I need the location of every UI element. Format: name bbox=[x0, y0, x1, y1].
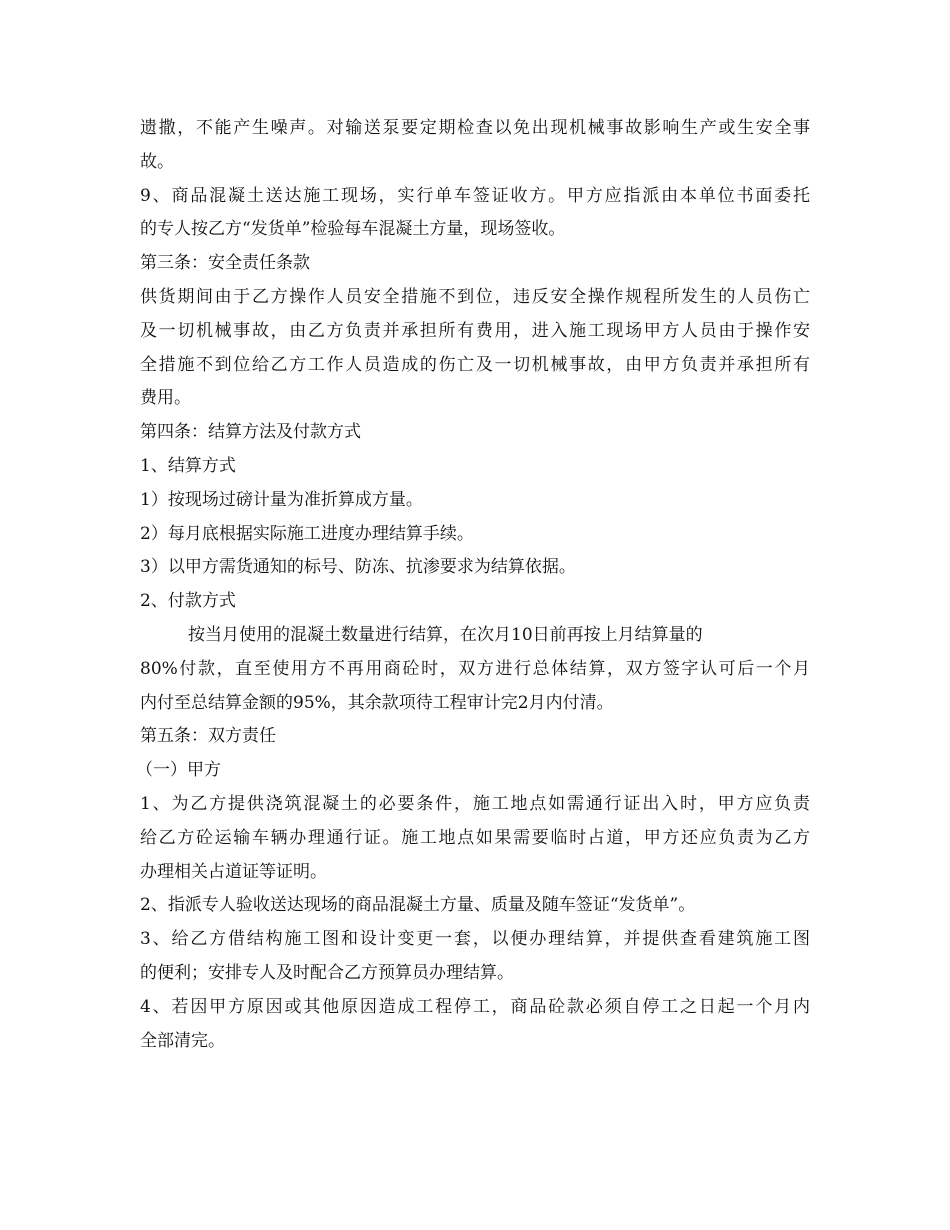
document-text-line: 3、给乙方借结构施工图和设计变更一套，以便办理结算，并提供查看建筑施工图 bbox=[140, 929, 810, 949]
document-text-line: 2、指派专人验收送达现场的商品混凝土方量、质量及随车签证“发货单”。 bbox=[140, 895, 696, 915]
document-text-line: 3）以甲方需货通知的标号、防冻、抗渗要求为结算依据。 bbox=[140, 557, 576, 577]
document-text-line: 故。 bbox=[140, 152, 174, 172]
document-text-line: 第三条：安全责任条款 bbox=[140, 253, 310, 273]
document-text-line: 第四条：结算方法及付款方式 bbox=[140, 422, 361, 442]
document-text-line: 全措施不到位给乙方工作人员造成的伤亡及一切机械事故，由甲方负责并承担所有 bbox=[140, 355, 810, 375]
document-text-line: 费用。 bbox=[140, 388, 191, 408]
document-text-line: 办理相关占道证等证明。 bbox=[140, 862, 327, 882]
document-text-line: 按当月使用的混凝土数量进行结算，在次月10日前再按上月结算量的 bbox=[188, 625, 703, 645]
document-text-line: 给乙方砼运输车辆办理通行证。施工地点如果需要临时占道，甲方还应负责为乙方 bbox=[140, 828, 810, 848]
document-text-line: 1、结算方式 bbox=[140, 456, 236, 476]
document-text-line: 内付至总结算金额的95%，其余款项待工程审计完2月内付清。 bbox=[140, 693, 614, 713]
document-text-line: 及一切机械事故，由乙方负责并承担所有费用，进入施工现场甲方人员由于操作安 bbox=[140, 321, 810, 341]
document-text-line: 遗撒，不能产生噪声。对输送泵要定期检查以免出现机械事故影响生产或生安全事 bbox=[140, 118, 810, 138]
document-text-line: （一）甲方 bbox=[136, 760, 221, 780]
document-text-line: 全部清完。 bbox=[140, 1031, 225, 1051]
document-text-line: 4、若因甲方原因或其他原因造成工程停工，商品砼款必须自停工之日起一个月内 bbox=[140, 997, 810, 1017]
document-text-line: 的专人按乙方“发货单”检验每车混凝土方量，现场签收。 bbox=[140, 219, 566, 239]
document-text-line: 9、商品混凝土送达施工现场，实行单车签证收方。甲方应指派由本单位书面委托 bbox=[140, 186, 810, 206]
document-text-line: 1、为乙方提供浇筑混凝土的必要条件，施工地点如需通行证出入时，甲方应负责 bbox=[140, 794, 810, 814]
document-text-line: 1）按现场过磅计量为准折算成方量。 bbox=[140, 490, 423, 510]
document-text-line: 80%付款，直至使用方不再用商砼时，双方进行总体结算，双方签字认可后一个月 bbox=[140, 659, 810, 679]
document-text-line: 的便利；安排专人及时配合乙方预算员办理结算。 bbox=[140, 963, 514, 983]
document-text-line: 第五条：双方责任 bbox=[140, 726, 276, 746]
document-text-line: 2）每月底根据实际施工进度办理结算手续。 bbox=[140, 524, 474, 544]
document-text-line: 2、付款方式 bbox=[140, 591, 236, 611]
document-text-line: 供货期间由于乙方操作人员安全措施不到位，违反安全操作规程所发生的人员伤亡 bbox=[140, 287, 810, 307]
